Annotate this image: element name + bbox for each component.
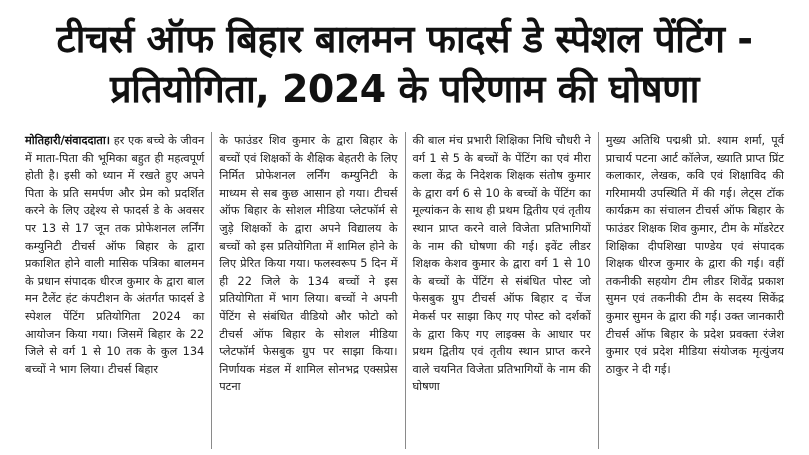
headline-line-1: टीचर्स ऑफ बिहार बालमन फादर्स डे स्पेशल पेंटिंग - (56, 17, 753, 61)
article-column-3 (405, 132, 598, 449)
column-2-text: के फाउंडर शिव कुमार के द्वारा बिहार के बच्चों एवं शिक्षकों के शैक्षिक बेहतरी के लिए निर्मित प्रोफेशनल लर्निंग कम्युनिटी के माध्यम से सब कुछ आसान हो गया। टीचर्स ऑफ बिहार के सोशल मीडिया प्लेटफॉर्म से जुड़े शिक्षकों के द्वारा अपने विद्यालय के बच्चों को इस प्रतियोगिता में शामिल होने के लिए प्रेरित किया गया। फलस्वरूप 5 दिन में ही 22 जिले के 134 बच्चों ने इस प्रतियोगिता में भाग लिया। बच्चों ने अपनी पेंटिंग से संबंधित वीडियो और फोटो को टीचर्स ऑफ बिहार के सोशल मीडिया प्लेटफॉर्म फेसबुक ग्रुप पर साझा किया। निर्णायक मंडल में शामिल सोनभद्र एक्सप्रेस पटना (219, 134, 398, 394)
article-column-2 (211, 132, 404, 449)
article-body (18, 132, 791, 449)
article-column-1 (18, 132, 211, 449)
headline-line-2: प्रतियोगिता, 2024 के परिणाम की घोषणा (110, 67, 699, 111)
column-3-text: की बाल मंच प्रभारी शिक्षिका निधि चौधरी ने वर्ग 1 से 5 के बच्चों के पेंटिंग का एवं मीरा कला केंद्र के निदेशक शिक्षक संतोष कुमार के द्वारा वर्ग 6 से 10 के बच्चों के पेंटिंग का मूल्यांकन के साथ ही प्रथम द्वितीय एवं तृतीय स्थान प्राप्त करने वाले विजेता प्रतिभागियों के नाम की घोषणा की गई। इवेंट लीडर शिक्षक केशव कुमार के द्वारा वर्ग 1 से 10 के बच्चों के पेंटिंग से संबंधित पोस्ट जो फेसबुक ग्रुप टीचर्स ऑफ बिहार द चेंज मेकर्स पर साझा किए गए पोस्ट को दर्शकों के द्वारा किए गए लाइक्स के आधार पर प्रथम द्वितीय एवं तृतीय स्थान प्राप्त करने वाले चयनित विजेता प्रतिभागियों के नाम की घोषणा (412, 134, 591, 394)
headline (0, 0, 809, 114)
article-column-4 (598, 132, 791, 449)
column-1-text: हर एक बच्चे के जीवन में माता-पिता की भूमिका बहुत ही महत्वपूर्ण होती है। इसी को ध्यान में रखते हुए अपने पिता के प्रति समर्पण और प्रेम को प्रदर्शित करने के लिए उद्देश्य से फादर्स डे के अवसर पर 13 से 17 जून तक प्रोफेशनल लर्निंग कम्युनिटी टीचर्स ऑफ बिहार के द्वारा प्रकाशित होने वाली मासिक पत्रिका बालमन के प्रधान संपादक धीरज कुमार के द्वारा बाल मन टैलेंट हंट कंपटीशन के अंतर्गत फादर्स डे स्पेशल पेंटिंग प्रतियोगिता 2024 का आयोजन किया गया। जिसमें बिहार के 22 जिले से वर्ग 1 से 10 तक के कुल 134 बच्चों ने भाग लिया। टीचर्स बिहार (25, 134, 205, 376)
column-4-text: मुख्य अतिथि पद्मश्री प्रो. श्याम शर्मा, पूर्व प्राचार्य पटना आर्ट कॉलेज, ख्याति प्राप्त प्रिंट कलाकार, लेखक, कवि एवं शिक्षाविद की गरिमामयी उपस्थिति में की गई। लेट्स टॉक कार्यक्रम का संचालन टीचर्स ऑफ बिहार के फाउंडर शिक्षक शिव कुमार, टीम के मॉडरेटर शिक्षिका दीपशिखा पाण्डेय एवं संपादक शिक्षक धीरज कुमार के द्वारा की गई। वहीं तकनीकी सहयोग टीम लीडर शिवेंद्र प्रकाश सुमन एवं तकनीकी टीम के सदस्य सिकेंद्र कुमार सुमन के द्वारा की गई। उक्त जानकारी टीचर्स ऑफ बिहार के प्रदेश प्रवक्ता रंजेश कुमार एवं प्रदेश मीडिया संयोजक मृत्युंजय ठाकुर ने दी गई। (605, 134, 784, 376)
dateline: मोतिहारी/संवाददाता। (25, 134, 111, 147)
